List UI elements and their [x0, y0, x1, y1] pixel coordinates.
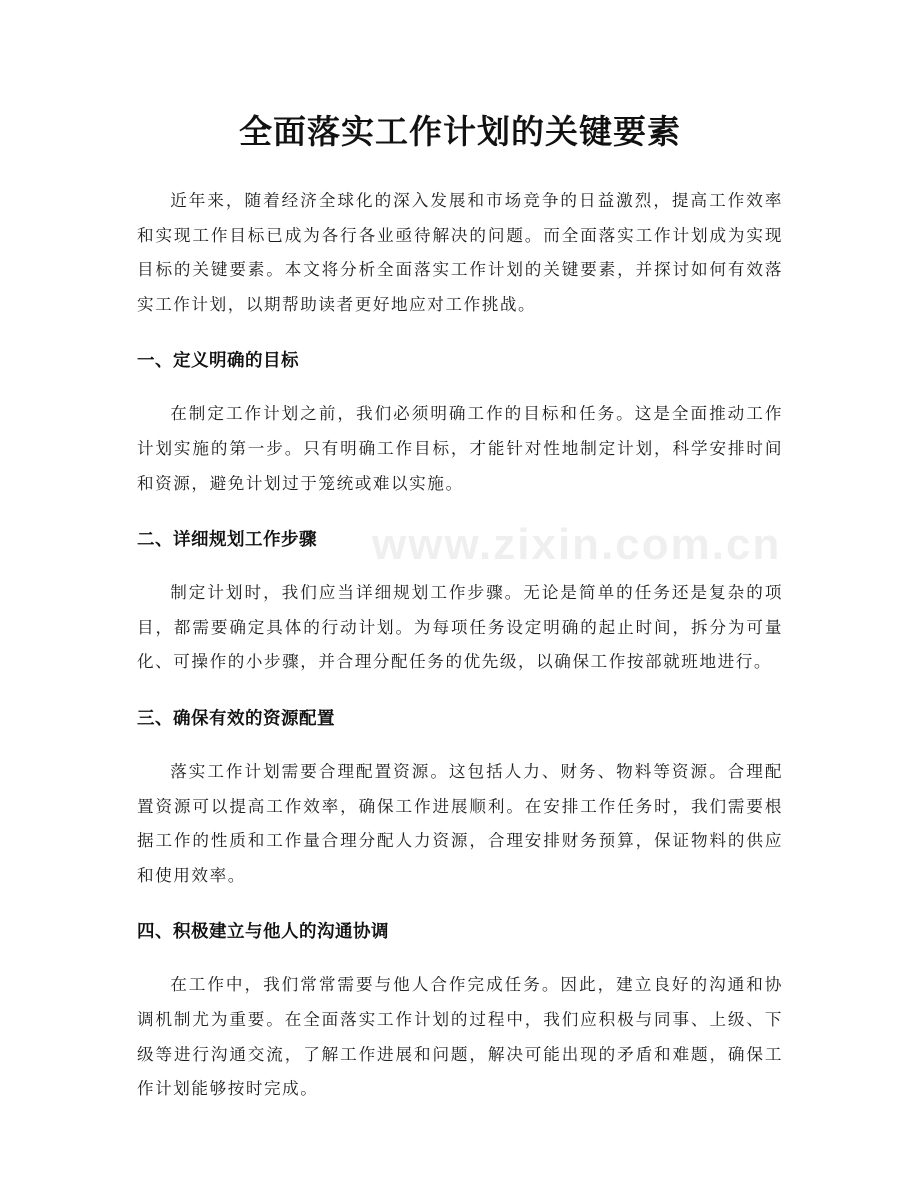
watermark: www.zixin.com.cn — [372, 520, 782, 569]
section-1-body: 在制定工作计划之前，我们必须明确工作的目标和任务。这是全面推动工作计划实施的第一步。只有明确工作目标，才能针对性地制定计划，科学安排时间和资源，避免计划过于笼统或难以实施。 — [137, 404, 783, 493]
section-2-heading: 二、详细规划工作步骤 — [137, 530, 317, 551]
intro-paragraph: 近年来，随着经济全球化的深入发展和市场竞争的日益激烈，提高工作效率和实现工作目标已成为各行各业亟待解决的问题。而全面落实工作计划成为实现目标的关键要素。本文将分析全面落实工作计划的关键要素，并探讨如何有效落实工作计划，以期帮助读者更好地应对工作挑战。 — [137, 191, 783, 314]
document-body — [137, 184, 783, 1107]
document-title: 全面落实工作计划的关键要素 — [239, 112, 681, 151]
section-4-body: 在工作中，我们常常需要与他人合作完成任务。因此，建立良好的沟通和协调机制尤为重要。在全面落实工作计划的过程中，我们应积极与同事、上级、下级等进行沟通交流，了解工作进展和问题，解决可能出现的矛盾和难题，确保工作计划能够按时完成。 — [137, 975, 783, 1099]
section-3-body: 落实工作计划需要合理配置资源。这包括人力、财务、物料等资源。合理配置资源可以提高工作效率，确保工作进展顺利。在安排工作任务时，我们需要根据工作的性质和工作量合理分配人力资源，合理安排财务预算，保证物料的供应和使用效率。 — [137, 761, 783, 885]
section-2-body: 制定计划时，我们应当详细规划工作步骤。无论是简单的任务还是复杂的项目，都需要确定具体的行动计划。为每项任务设定明确的起止时间，拆分为可量化、可操作的小步骤，并合理分配任务的优先级，以确保工作按部就班地进行。 — [137, 583, 783, 672]
section-1-heading: 一、定义明确的目标 — [137, 351, 299, 372]
section-3-heading: 三、确保有效的资源配置 — [137, 708, 335, 729]
section-4-heading: 四、积极建立与他人的沟通协调 — [137, 922, 389, 943]
